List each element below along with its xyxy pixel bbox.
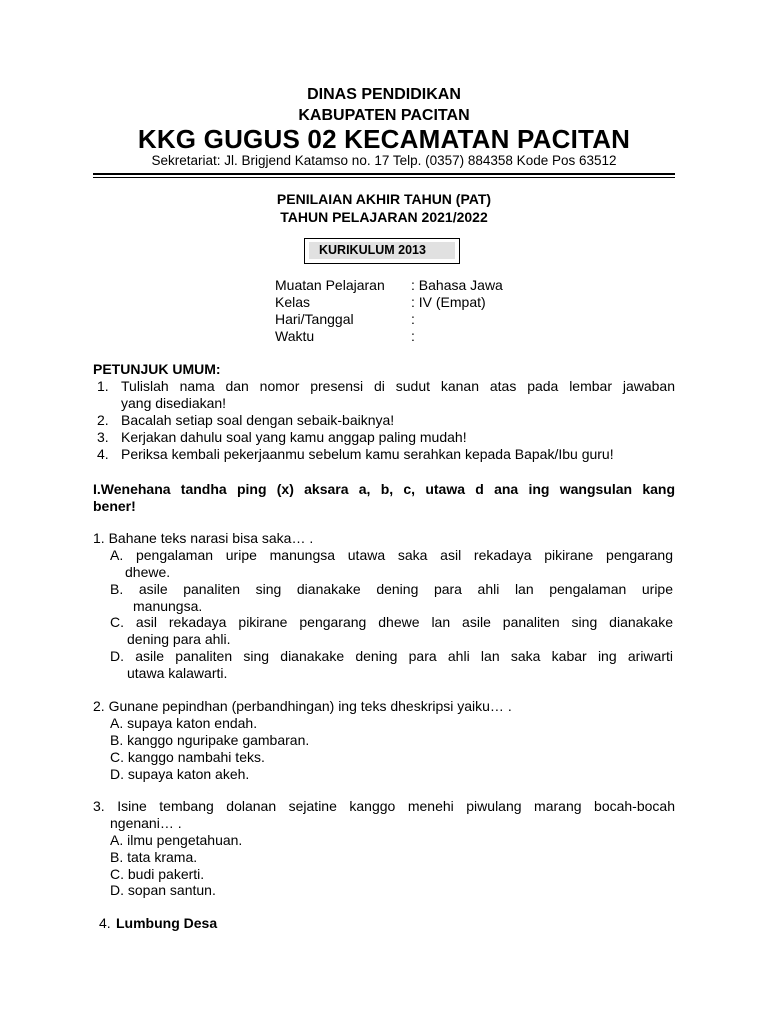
header-kabupaten: KABUPATEN PACITAN <box>298 107 470 124</box>
info-value: : IV (Empat) <box>411 294 486 310</box>
petunjuk-text: Kerjakan dahulu soal yang kamu anggap paling mudah! <box>121 429 467 445</box>
question-1-option-a: A. pengalaman uripe manungsa utawa saka asil rekadaya pikirane pengarang <box>110 547 673 563</box>
info-label: Kelas <box>275 294 311 310</box>
info-label: Muatan Pelajaran <box>275 277 385 293</box>
petunjuk-text: Tulislah nama dan nomor presensi di sudut kanan atas pada lembar jawaban <box>121 378 675 394</box>
question-1-option-b: B. asile panaliten sing dianakake dening para ahli lan pengalaman uripe <box>110 581 673 597</box>
petunjuk-num: 3. <box>97 429 109 445</box>
petunjuk-text: Bacalah setiap soal dengan sebaik-baiknya! <box>121 412 395 428</box>
section-instruction-cont: bener! <box>93 498 136 514</box>
header-dinas: DINAS PENDIDIKAN <box>307 86 461 103</box>
kurikulum-box <box>304 238 460 264</box>
question-1-option-d: D. asile panaliten sing dianakake dening para ahli lan saka kabar ing ariwarti <box>110 648 673 664</box>
question-3-option-c: C. budi pakerti. <box>110 866 205 882</box>
question-2-stem: 2. Gunane pepindhan (perbandhingan) ing teks dheskripsi yaiku… . <box>93 698 512 714</box>
info-value: : <box>411 328 415 344</box>
question-1-option-c-cont: dening para ahli. <box>127 631 231 647</box>
question-1-option-b-cont: manungsa. <box>133 598 203 614</box>
petunjuk-num: 2. <box>97 412 109 428</box>
question-3-stem-cont: ngenani… . <box>110 815 182 831</box>
section-instruction <box>93 480 675 498</box>
info-value: : Bahasa Jawa <box>411 277 503 293</box>
question-4-number: 4. <box>99 915 111 931</box>
exam-year: TAHUN PELAJARAN 2021/2022 <box>280 209 488 225</box>
info-label: Hari/Tanggal <box>275 311 354 327</box>
section-instruction-line1: I.Wenehana tandha ping (x) aksara a, b, c, utawa d ana ing wangsulan kang <box>93 481 675 497</box>
question-3-option-a: A. ilmu pengetahuan. <box>110 832 243 848</box>
question-3-option-b: B. tata krama. <box>110 849 198 865</box>
question-2-option-c: C. kanggo nambahi teks. <box>110 749 265 765</box>
petunjuk-text: Periksa kembali pekerjaanmu sebelum kamu serahkan kepada Bapak/Ibu guru! <box>121 446 614 462</box>
question-2-option-d: D. supaya katon akeh. <box>110 766 250 782</box>
question-1-option-c: C. asil rekadaya pikirane pengarang dhewe lan asile panaliten sing dianakake <box>110 614 673 630</box>
header-rule-thick <box>93 173 675 175</box>
petunjuk-num: 4. <box>97 446 109 462</box>
petunjuk-num: 1. <box>97 378 109 394</box>
header-kkg: KKG GUGUS 02 KECAMATAN PACITAN <box>137 124 631 154</box>
info-label: Waktu <box>275 328 315 344</box>
info-value: : <box>411 311 415 327</box>
petunjuk-text-cont: yang disediakan! <box>121 395 227 411</box>
question-3-option-d: D. sopan santun. <box>110 882 216 898</box>
exam-title: PENILAIAN AKHIR TAHUN (PAT) <box>276 191 492 207</box>
petunjuk-heading: PETUNJUK UMUM: <box>93 361 221 377</box>
question-4-title: Lumbung Desa <box>116 915 218 931</box>
question-1-option-a-cont: dhewe. <box>125 564 171 580</box>
question-2-option-b: B. kanggo nguripake gambaran. <box>110 732 310 748</box>
kurikulum-label: KURIKULUM 2013 <box>309 242 455 259</box>
question-3-stem: 3. Isine tembang dolanan sejatine kanggo menehi piwulang marang bocah-bocah <box>93 798 675 814</box>
question-1-stem: 1. Bahane teks narasi bisa saka… . <box>93 530 314 546</box>
header-address: Sekretariat: Jl. Brigjend Katamso no. 17 Telp. (0357) 884358 Kode Pos 63512 <box>151 153 617 168</box>
header-rule-thin <box>93 177 675 178</box>
question-1-option-d-cont: utawa kalawarti. <box>127 665 228 681</box>
question-2-option-a: A. supaya katon endah. <box>110 715 258 731</box>
